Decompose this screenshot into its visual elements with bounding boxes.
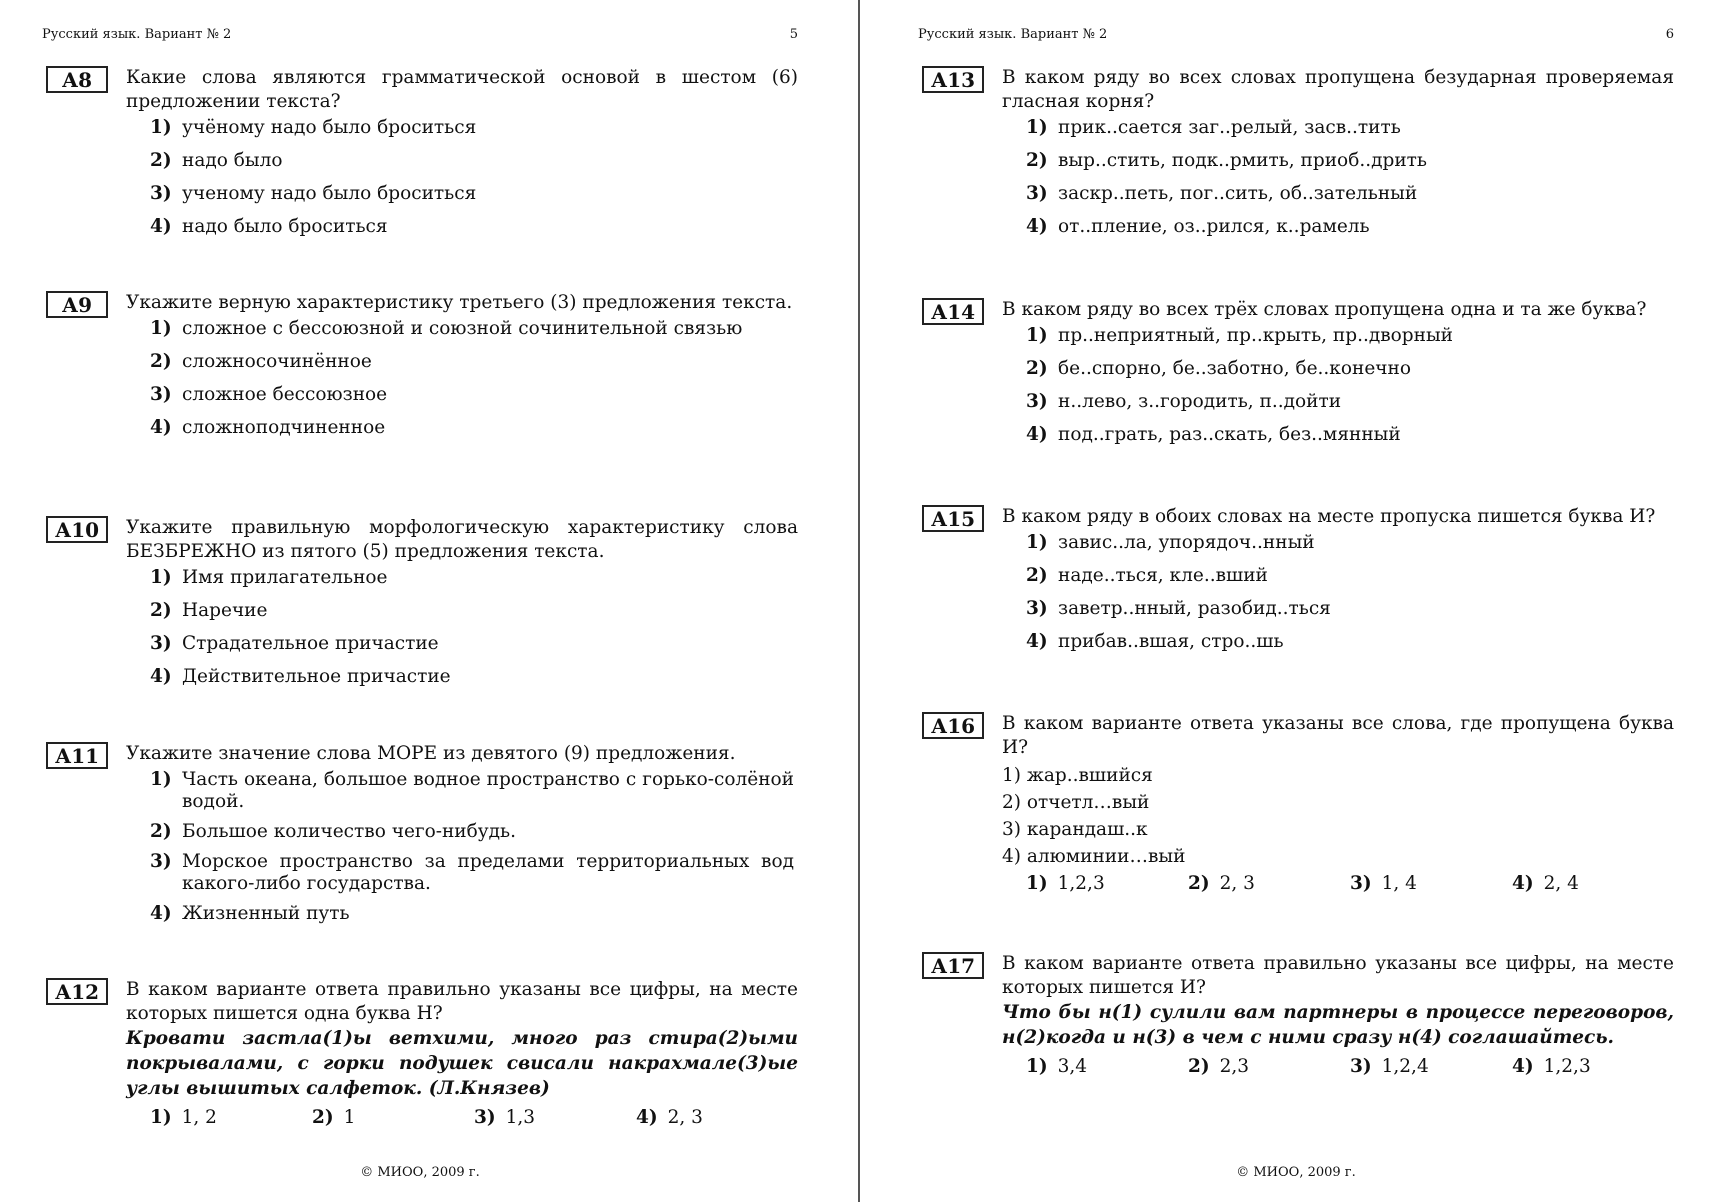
option-number: 3) bbox=[150, 633, 172, 654]
answer-option[interactable] bbox=[1512, 872, 1674, 896]
task-a9 bbox=[46, 291, 798, 450]
answer-option[interactable] bbox=[1512, 1055, 1674, 1079]
answer-option[interactable] bbox=[150, 183, 798, 205]
answer-options bbox=[1026, 1055, 1674, 1079]
option-text: под..грать, раз..скать, без..мянный bbox=[1058, 424, 1401, 445]
option-number: 4) bbox=[1026, 424, 1048, 445]
task-a14 bbox=[922, 298, 1674, 457]
page-divider bbox=[858, 0, 860, 1202]
option-number: 1) bbox=[150, 117, 172, 138]
option-number: 1) bbox=[150, 318, 172, 339]
answer-options bbox=[1026, 872, 1674, 896]
question-label: А12 bbox=[46, 978, 108, 1005]
option-text: 2, 3 bbox=[1219, 873, 1255, 894]
option-number: 3) bbox=[1026, 391, 1048, 412]
question-text: В каком варианте ответа правильно указаны все цифры, на месте которых пишется И? bbox=[1002, 953, 1674, 998]
answer-option[interactable] bbox=[636, 1106, 798, 1130]
option-text: пр..неприятный, пр..крыть, пр..дворный bbox=[1058, 325, 1454, 346]
option-number: 3) bbox=[1350, 873, 1372, 894]
option-text: Имя прилагательное bbox=[182, 567, 388, 588]
answer-option[interactable] bbox=[1350, 872, 1512, 896]
option-number: 4) bbox=[1026, 631, 1048, 652]
question-label: А13 bbox=[922, 66, 984, 93]
answer-option[interactable] bbox=[150, 851, 798, 895]
answer-option[interactable] bbox=[474, 1106, 636, 1130]
option-text: Действительное причастие bbox=[182, 666, 451, 687]
option-text: Наречие bbox=[182, 600, 268, 621]
option-text: Морское пространство за пределами территориальных вод какого-либо государства. bbox=[182, 851, 794, 894]
word-list-item: 2) отчетл…вый bbox=[1002, 792, 1150, 813]
answer-option[interactable] bbox=[1026, 598, 1674, 620]
answer-options bbox=[1026, 325, 1674, 446]
word-list-item: 3) карандаш..к bbox=[1002, 819, 1148, 840]
option-number: 2) bbox=[150, 600, 172, 621]
option-text: прибав..вшая, стро..шь bbox=[1058, 631, 1284, 652]
answer-options bbox=[150, 117, 798, 238]
question-text: Укажите значение слова МОРЕ из девятого (9) предложения. bbox=[126, 743, 736, 764]
option-text: 1,3 bbox=[505, 1107, 536, 1128]
option-number: 1) bbox=[1026, 532, 1048, 553]
answer-option[interactable] bbox=[150, 318, 798, 340]
answer-option[interactable] bbox=[1026, 117, 1674, 139]
question-text: Укажите правильную морфологическую характеристику слова БЕЗБРЕЖНО из пятого (5) предложения текста. bbox=[126, 517, 798, 562]
option-text: заветр..нный, разобид..ться bbox=[1058, 598, 1331, 619]
option-number: 2) bbox=[150, 821, 172, 842]
option-text: 1, 2 bbox=[181, 1107, 217, 1128]
question-text: Какие слова являются грамматической основой в шестом (6) предложении текста? bbox=[126, 67, 798, 112]
word-list bbox=[1002, 762, 1674, 870]
answer-option[interactable] bbox=[150, 351, 798, 373]
option-number: 2) bbox=[1026, 358, 1048, 379]
question-text: В каком ряду во всех словах пропущена безударная проверяемая гласная корня? bbox=[1002, 67, 1674, 112]
question-label: А10 bbox=[46, 516, 108, 543]
option-number: 3) bbox=[150, 851, 172, 872]
option-number: 4) bbox=[1512, 1056, 1534, 1077]
option-number: 4) bbox=[150, 417, 172, 438]
answer-option[interactable] bbox=[150, 567, 798, 589]
option-number: 2) bbox=[312, 1107, 334, 1128]
answer-option[interactable] bbox=[150, 666, 798, 688]
page-number: 6 bbox=[1665, 27, 1674, 42]
answer-option[interactable] bbox=[1026, 532, 1674, 554]
answer-options bbox=[150, 1106, 798, 1130]
option-text: сложноподчиненное bbox=[182, 417, 386, 438]
option-text: ученому надо было броситься bbox=[182, 183, 477, 204]
answer-option[interactable] bbox=[1026, 150, 1674, 172]
option-text: заскр..петь, пог..сить, об..зательный bbox=[1058, 183, 1418, 204]
answer-option[interactable] bbox=[1350, 1055, 1512, 1079]
option-number: 3) bbox=[474, 1107, 496, 1128]
option-number: 1) bbox=[150, 567, 172, 588]
answer-option[interactable] bbox=[150, 117, 798, 139]
option-text: сложное с бессоюзной и союзной сочинительной связью bbox=[182, 318, 743, 339]
task-a12 bbox=[46, 978, 798, 1130]
option-text: 1,2,3 bbox=[1057, 873, 1105, 894]
running-head bbox=[916, 27, 1674, 45]
task-a15 bbox=[922, 505, 1674, 664]
question-label: А16 bbox=[922, 712, 984, 739]
option-text: от..пление, оз..рился, к..рамель bbox=[1058, 216, 1370, 237]
question-label: А14 bbox=[922, 298, 984, 325]
header-subject: Русский язык. Вариант № 2 bbox=[918, 27, 1108, 42]
answer-option[interactable] bbox=[1188, 1055, 1350, 1079]
option-number: 3) bbox=[1350, 1056, 1372, 1077]
question-text: В каком варианте ответа указаны все слова, где пропущена буква И? bbox=[1002, 713, 1674, 758]
option-text: 2, 3 bbox=[667, 1107, 703, 1128]
answer-option[interactable] bbox=[150, 903, 798, 925]
option-text: 3,4 bbox=[1057, 1056, 1088, 1077]
option-number: 2) bbox=[1026, 150, 1048, 171]
answer-option[interactable] bbox=[150, 1106, 312, 1130]
task-a11 bbox=[46, 742, 798, 933]
answer-option[interactable] bbox=[150, 150, 798, 172]
question-label: А17 bbox=[922, 952, 984, 979]
option-text: 2, 4 bbox=[1543, 873, 1579, 894]
answer-option[interactable] bbox=[1026, 216, 1674, 238]
answer-option[interactable] bbox=[150, 600, 798, 622]
option-text: 1,2,3 bbox=[1543, 1056, 1591, 1077]
option-text: Страдательное причастие bbox=[182, 633, 439, 654]
option-text: завис..ла, упорядоч..нный bbox=[1058, 532, 1315, 553]
task-a17 bbox=[922, 952, 1674, 1079]
header-subject: Русский язык. Вариант № 2 bbox=[42, 27, 232, 42]
option-text: наде..ться, кле..вший bbox=[1058, 565, 1268, 586]
option-number: 4) bbox=[636, 1107, 658, 1128]
option-number: 2) bbox=[150, 150, 172, 171]
answer-option[interactable] bbox=[1188, 872, 1350, 896]
option-number: 4) bbox=[1026, 216, 1048, 237]
question-text: В каком ряду во всех трёх словах пропущена одна и та же буква? bbox=[1002, 299, 1647, 320]
answer-option[interactable] bbox=[1026, 872, 1188, 896]
answer-option[interactable] bbox=[150, 821, 798, 843]
option-number: 4) bbox=[1512, 873, 1534, 894]
option-number: 1) bbox=[1026, 117, 1048, 138]
option-text: н..лево, з..городить, п..дойти bbox=[1058, 391, 1342, 412]
answer-option[interactable] bbox=[1026, 183, 1674, 205]
answer-option[interactable] bbox=[1026, 565, 1674, 587]
option-number: 3) bbox=[150, 183, 172, 204]
page-number: 5 bbox=[789, 27, 798, 42]
option-number: 1) bbox=[1026, 1056, 1048, 1077]
option-number: 2) bbox=[150, 351, 172, 372]
option-text: сложносочинённое bbox=[182, 351, 372, 372]
page-right bbox=[916, 0, 1676, 1202]
question-label: А8 bbox=[46, 66, 108, 93]
running-head bbox=[40, 27, 798, 45]
answer-option[interactable] bbox=[150, 216, 798, 238]
answer-options bbox=[150, 769, 798, 925]
option-text: 1 bbox=[343, 1107, 356, 1128]
answer-options bbox=[1026, 532, 1674, 653]
option-text: выр..стить, подк..рмить, приоб..дрить bbox=[1058, 150, 1427, 171]
answer-options bbox=[150, 318, 798, 439]
option-number: 1) bbox=[1026, 325, 1048, 346]
option-number: 4) bbox=[150, 216, 172, 237]
task-a10 bbox=[46, 516, 798, 699]
option-text: 1, 4 bbox=[1381, 873, 1417, 894]
question-text: В каком ряду в обоих словах на месте пропуска пишется буква И? bbox=[1002, 506, 1656, 527]
option-text: 1,2,4 bbox=[1381, 1056, 1429, 1077]
question-text: В каком варианте ответа правильно указаны все цифры, на месте которых пишется одна буква Н? bbox=[126, 979, 798, 1024]
answer-option[interactable] bbox=[150, 633, 798, 655]
page-footer: © МИОО, 2009 г. bbox=[360, 1165, 480, 1180]
task-a8 bbox=[46, 66, 798, 249]
text-passage: Что бы н(1) сулили вам партнеры в процессе переговоров, н(2)когда и н(3) в чем с ними сразу н(4) соглашайтесь. bbox=[1002, 1002, 1674, 1048]
word-list-item: 4) алюминии…вый bbox=[1002, 846, 1186, 867]
option-text: прик..сается заг..релый, засв..тить bbox=[1058, 117, 1401, 138]
answer-option[interactable] bbox=[1026, 424, 1674, 446]
text-passage: Кровати застла(1)ы ветхими, много раз стира(2)ыми покрывалами, с горки подушек свисали накрахмале(3)ые углы вышитых салфеток. (Л.Князев) bbox=[126, 1028, 798, 1099]
answer-option[interactable] bbox=[1026, 325, 1674, 347]
option-text: 2,3 bbox=[1219, 1056, 1250, 1077]
answer-option[interactable] bbox=[1026, 631, 1674, 653]
page-left bbox=[40, 0, 800, 1202]
answer-option[interactable] bbox=[150, 417, 798, 439]
option-text: надо было bbox=[182, 150, 283, 171]
task-a16 bbox=[922, 712, 1674, 896]
answer-option[interactable] bbox=[150, 384, 798, 406]
option-text: бе..спорно, бе..заботно, бе..конечно bbox=[1058, 358, 1411, 379]
answer-option[interactable] bbox=[1026, 358, 1674, 380]
option-text: учёному надо было броситься bbox=[182, 117, 477, 138]
answer-option[interactable] bbox=[1026, 391, 1674, 413]
option-text: Большое количество чего-нибудь. bbox=[182, 821, 517, 842]
option-number: 3) bbox=[1026, 598, 1048, 619]
answer-options bbox=[1026, 117, 1674, 238]
word-list-item: 1) жар..вшийся bbox=[1002, 765, 1153, 786]
option-number: 2) bbox=[1188, 1056, 1210, 1077]
question-label: А9 bbox=[46, 291, 108, 318]
answer-options bbox=[150, 567, 798, 688]
option-number: 1) bbox=[1026, 873, 1048, 894]
option-number: 4) bbox=[150, 903, 172, 924]
page-footer: © МИОО, 2009 г. bbox=[1236, 1165, 1356, 1180]
question-label: А15 bbox=[922, 505, 984, 532]
question-label: А11 bbox=[46, 742, 108, 769]
answer-option[interactable] bbox=[312, 1106, 474, 1130]
answer-option[interactable] bbox=[150, 769, 798, 813]
task-a13 bbox=[922, 66, 1674, 249]
option-text: Часть океана, большое водное пространство с горько-солёной водой. bbox=[182, 769, 794, 812]
option-number: 1) bbox=[150, 1107, 172, 1128]
option-number: 2) bbox=[1188, 873, 1210, 894]
option-number: 3) bbox=[1026, 183, 1048, 204]
option-text: сложное бессоюзное bbox=[182, 384, 388, 405]
option-number: 3) bbox=[150, 384, 172, 405]
option-text: Жизненный путь bbox=[182, 903, 350, 924]
option-number: 4) bbox=[150, 666, 172, 687]
option-number: 2) bbox=[1026, 565, 1048, 586]
option-number: 1) bbox=[150, 769, 172, 790]
question-text: Укажите верную характеристику третьего (3) предложения текста. bbox=[126, 292, 793, 313]
answer-option[interactable] bbox=[1026, 1055, 1188, 1079]
option-text: надо было броситься bbox=[182, 216, 388, 237]
